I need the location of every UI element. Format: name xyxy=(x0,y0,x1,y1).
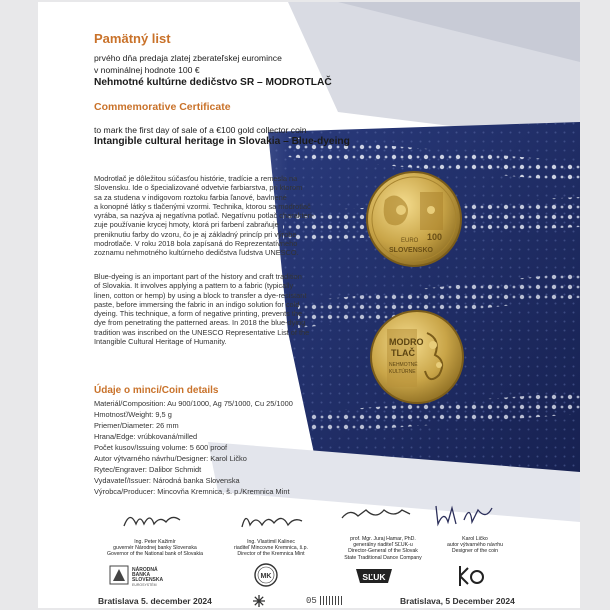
text-en-line: Blue-dyeing is an important part of the history and craft tradition xyxy=(94,272,302,281)
serial-number-text: 05 xyxy=(306,596,317,606)
coin-detail-row: Počet kusov/Issuing volume: 5 600 proof xyxy=(94,443,228,452)
signatory-role-en: Director-General of the Slovak xyxy=(348,548,418,555)
subject-sk: Nehmotné kultúrne dedičstvo SR – MODROTLAČ xyxy=(94,77,332,88)
title-en: Commemorative Certificate xyxy=(94,101,231,113)
designer-mark-logo xyxy=(456,564,486,588)
signatory-designer xyxy=(430,536,520,555)
title-sk: Pamätný list xyxy=(94,31,171,46)
coin-reverse-line: KULTÚRNE xyxy=(389,369,416,375)
signatory-role-sk: guvernér Národnej banky Slovenska xyxy=(113,545,197,552)
coin-obverse-currency: EURO xyxy=(401,238,419,244)
sluk-logo xyxy=(354,567,394,585)
nbs-logo-line: SLOVENSKA xyxy=(132,577,164,583)
subject-en: Intangible cultural heritage in Slovakia – Blue-dyeing xyxy=(94,136,350,147)
coin-detail-row: Hmotnosť/Weight: 9,5 g xyxy=(94,410,172,419)
nbs-logo xyxy=(108,563,188,589)
text-sk-line: preniknutiu farby do vzoru, čo je aj základný princíp pri výrobe xyxy=(94,229,297,239)
signatory-role-sk: autor výtvarného návrhu xyxy=(447,542,503,549)
nbs-logo-line: EUROSYSTÉM xyxy=(132,583,157,587)
intro-sk-2: v nominálnej hodnote 100 € xyxy=(94,65,200,75)
coin-obverse-value: 100 xyxy=(427,232,443,242)
text-en xyxy=(94,272,349,346)
signature-mint-director xyxy=(238,507,308,533)
signatory-role-en: Governor of the National bank of Slovakia xyxy=(106,551,204,558)
signatory-name: prof. Mgr. Juraj Hamar, PhD. xyxy=(350,536,416,542)
signatory-name: Ing. Vlastimil Kalinec xyxy=(247,539,295,545)
text-en-line: Intangible Cultural Heritage of Humanity. xyxy=(94,337,227,347)
coin-detail-row: Výrobca/Producer: Mincovňa Kremnica, š. p./Kremnica Mint xyxy=(94,487,290,496)
kremnica-mint-mark: MK xyxy=(260,573,272,580)
certificate-sheet xyxy=(38,2,580,608)
text-sk-line: zoznamu nehmotného kultúrneho dedičstva ľudstva UNESCO. xyxy=(94,248,299,258)
text-sk-line: zuje používanie krycej hmoty, ktorá pri farbení zabraňuje xyxy=(94,220,279,230)
signatory-role-en: Designer of the coin xyxy=(451,548,499,555)
barcode-icon xyxy=(320,596,342,605)
footer-date-sk: Bratislava 5. december 2024 xyxy=(98,596,212,606)
text-en-line: dyeing. This technique, a form of negative printing, prevents the xyxy=(94,309,303,319)
coin-reverse-image xyxy=(369,309,465,405)
text-sk-line: modrotlače. V roku 2018 bola zapísaná do Reprezentatívneho xyxy=(94,239,298,249)
signatory-governor xyxy=(100,539,210,558)
signatory-mint-director xyxy=(216,539,326,558)
signatory-name: Karol Ličko xyxy=(462,536,488,542)
intro-en: to mark the first day of sale of a €100 gold collector coin xyxy=(94,125,307,135)
signatory-role-en: Director of the Kremnica Mint xyxy=(237,551,305,558)
signatory-name: Ing. Peter Kažimír xyxy=(134,539,176,545)
signature-sluk-director xyxy=(336,502,416,528)
text-sk-line: Modrotlač je dôležitou súčasťou histórie, tradície a remesla na xyxy=(94,174,298,183)
text-sk-line: Slovensku. Ide o špecializované odvetvie farbiarstva, pri ktorom xyxy=(94,183,303,193)
text-sk-line: a konopné látky s tlačenými vzormi. Technika, ktorou sa modrotlač xyxy=(94,201,311,211)
signatory-sluk-director xyxy=(324,536,442,561)
kremnica-mint-logo xyxy=(253,562,279,588)
nbs-logo-line: NÁRODNÁ xyxy=(132,567,158,573)
coin-detail-row: Hrana/Edge: vrúbkovaná/milled xyxy=(94,432,198,441)
coin-obverse-country: SLOVENSKO xyxy=(389,247,433,254)
text-en-line: dye from penetrating the patterned areas. In 2018 the blue-dying xyxy=(94,318,306,328)
certificate-content xyxy=(38,2,580,608)
signatory-role-en: State Traditional Dance Company xyxy=(344,554,422,561)
signatory-role-sk: generálny riaditeľ SĽUK-u xyxy=(353,542,413,549)
coin-detail-row: Rytec/Engraver: Dalibor Schmidt xyxy=(94,465,202,474)
snowflake-icon xyxy=(252,594,266,608)
nbs-logo-line: BANKA xyxy=(132,572,151,578)
text-sk-line: sa za studena v indigovom roztoku farbia ľanové, bavlnené xyxy=(94,192,287,202)
footer-date-en: Bratislava, 5 December 2024 xyxy=(400,596,515,606)
coin-details-heading: Údaje o minci/Coin details xyxy=(94,385,219,396)
signatory-role-sk: riaditeľ Mincovne Kremnica, š.p. xyxy=(234,545,308,552)
coin-reverse-line: NEHMOTNÉ xyxy=(389,362,418,368)
coin-reverse-line: TLAČ xyxy=(391,348,415,358)
coin-detail-row: Materiál/Composition: Au 900/1000, Ag 75/1000, Cu 25/1000 xyxy=(94,399,293,408)
text-en-line: tradition was inscribed on the UNESCO Representative List of the xyxy=(94,327,310,337)
text-sk-line: vyrába, sa nazýva aj negatívna potlač. Negatívnu potlač charakteri- xyxy=(94,211,315,221)
text-en-line: linen, cotton or hemp) by using a block to transfer a dye-resistant xyxy=(94,290,307,300)
text-en-line: paste, before immersing the fabric in an indigo solution for cold xyxy=(94,299,300,309)
signature-designer xyxy=(430,500,500,530)
coin-obverse-image xyxy=(365,170,463,268)
text-sk xyxy=(94,174,349,258)
text-en-line: of Slovakia. It involves applying a pattern to a fabric (typically xyxy=(94,281,294,291)
sluk-logo-text: SĽUK xyxy=(362,572,386,582)
serial-number xyxy=(306,596,342,606)
intro-sk-1: prvého dňa predaja zlatej zberateľskej euromince xyxy=(94,53,282,63)
signature-governor xyxy=(120,508,190,532)
coin-detail-row: Autor výtvarného návrhu/Designer: Karol Ličko xyxy=(94,454,247,463)
coin-detail-row: Priemer/Diameter: 26 mm xyxy=(94,421,179,430)
coin-detail-row: Vydavateľ/Issuer: Národná banka Slovenska xyxy=(94,476,240,485)
coin-reverse-line: MODRO xyxy=(389,337,424,347)
